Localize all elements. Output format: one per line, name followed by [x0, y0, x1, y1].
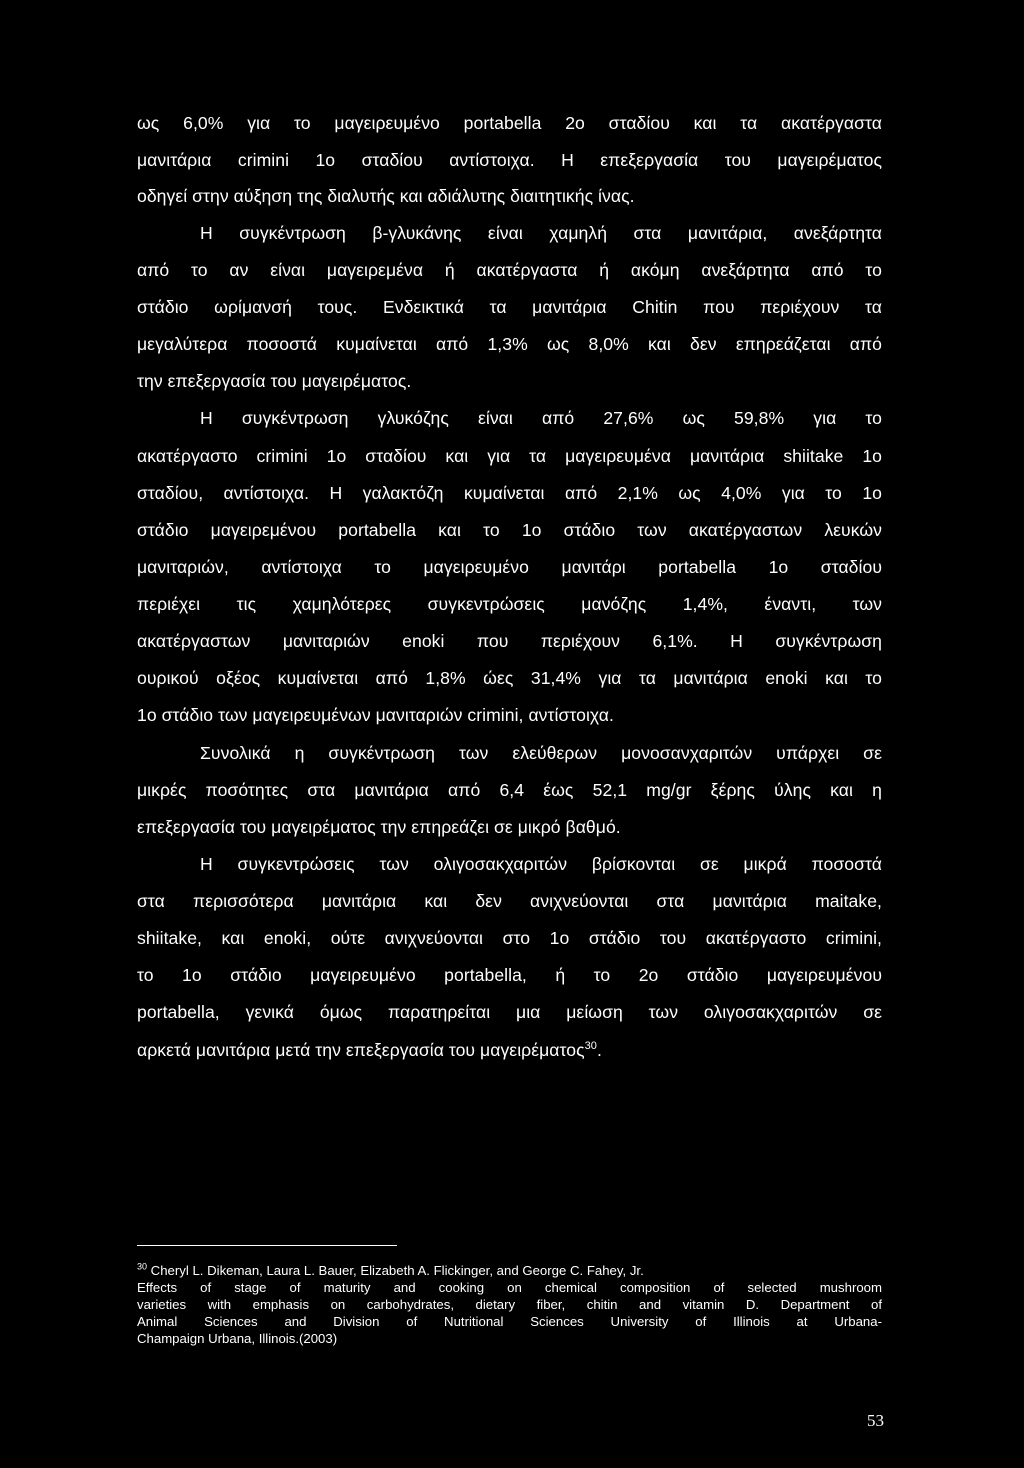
body-line-text: αρκετά μανιτάρια μετά την επεξεργασία του μαγειρέματος: [137, 1040, 585, 1060]
footnote-line: [137, 1262, 882, 1279]
body-line: περιέχει τις χαμηλότερες συγκεντρώσεις μανόζης 1,4%, έναντι, των: [137, 594, 882, 614]
body-line: shiitake, και enoki, ούτε ανιχνεύονται στο 1ο στάδιο του ακατέργαστο crimini,: [137, 928, 882, 948]
body-line: την επεξεργασία του μαγειρέματος.: [137, 371, 412, 391]
page-number: 53: [867, 1411, 884, 1430]
body-line: ουρικού οξέος κυμαίνεται από 1,8% ώες 31,4% για τα μανιτάρια enoki και το: [137, 668, 882, 688]
body-line-last: [137, 1039, 882, 1061]
body-line: μανιτάρια crimini 1ο σταδίου αντίστοιχα. Η επεξεργασία του μαγειρέματος: [137, 150, 882, 170]
body-line: ως 6,0% για το μαγειρευμένο portabella 2ο σταδίου και τα ακατέργαστα: [137, 113, 882, 133]
body-line: ακατέργαστων μανιταριών enoki που περιέχουν 6,1%. Η συγκέντρωση: [137, 631, 882, 651]
footnote-text: Cheryl L. Dikeman, Laura L. Bauer, Elizabeth A. Flickinger, and George C. Fahey, Jr.: [147, 1263, 644, 1278]
body-line: μανιταριών, αντίστοιχα το μαγειρευμένο μανιτάρι portabella 1ο σταδίου: [137, 557, 882, 577]
footnote-reference[interactable]: 30: [584, 1040, 597, 1053]
body-line: Η συγκεντρώσεις των ολιγοσακχαριτών βρίσκονται σε μικρά ποσοστά: [200, 854, 882, 874]
footnote-separator: [137, 1245, 397, 1246]
body-line: από το αν είναι μαγειρεμένα ή ακατέργαστα ή ακόμη ανεξάρτητα από το: [137, 260, 882, 280]
body-line: Η συγκέντρωση β-γλυκάνης είναι χαμηλή στα μανιτάρια, ανεξάρτητα: [200, 223, 882, 243]
footnote-line: Effects of stage of maturity and cooking on chemical composition of selected mushroom: [137, 1280, 882, 1295]
body-line: ακατέργαστο crimini 1ο σταδίου και για τα μαγειρευμένα μανιτάρια shiitake 1ο: [137, 446, 882, 466]
body-line: οδηγεί στην αύξηση της διαλυτής και αδιάλυτης διαιτητικής ίνας.: [137, 186, 635, 206]
body-line: μεγαλύτερα ποσοστά κυμαίνεται από 1,3% ως 8,0% και δεν επηρεάζεται από: [137, 334, 882, 354]
footnote-marker: 30: [137, 1261, 148, 1272]
footnote-line: Animal Sciences and Division of Nutritional Sciences University of Illinois at Urbana-: [137, 1314, 882, 1329]
body-line: Η συγκέντρωση γλυκόζης είναι από 27,6% ως 59,8% για το: [200, 408, 882, 428]
body-line: στα περισσότερα μανιτάρια και δεν ανιχνεύονται στα μανιτάρια maitake,: [137, 891, 882, 911]
body-line: στάδιο ωρίμανσή τους. Ενδεικτικά τα μανιτάρια Chitin που περιέχουν τα: [137, 297, 882, 317]
body-line: στάδιο μαγειρεμένου portabella και το 1ο στάδιο των ακατέργαστων λευκών: [137, 520, 882, 540]
body-line: το 1ο στάδιο μαγειρευμένο portabella, ή το 2ο στάδιο μαγειρευμένου: [137, 965, 882, 985]
body-line: σταδίου, αντίστοιχα. Η γαλακτόζη κυμαίνεται από 2,1% ως 4,0% για το 1ο: [137, 483, 882, 503]
body-line: Συνολικά η συγκέντρωση των ελεύθερων μονοσανχαριτών υπάρχει σε: [200, 743, 882, 763]
footnote-line: varieties with emphasis on carbohydrates, dietary fiber, chitin and vitamin D. Department of: [137, 1297, 882, 1312]
body-line: μικρές ποσότητες στα μανιτάρια από 6,4 έως 52,1 mg/gr ξέρης ύλης και η: [137, 780, 882, 800]
body-line: portabella, γενικά όμως παρατηρείται μια μείωση των ολιγοσακχαριτών σε: [137, 1002, 882, 1022]
footnote-line: Champaign Urbana, Illinois.(2003): [137, 1331, 338, 1346]
body-line: επεξεργασία του μαγειρέματος την επηρεάζει σε μικρό βαθμό.: [137, 817, 621, 837]
body-line: 1ο στάδιο των μαγειρευμένων μανιταριών crimini, αντίστοιχα.: [137, 705, 614, 725]
sentence-end: .: [596, 1040, 602, 1060]
